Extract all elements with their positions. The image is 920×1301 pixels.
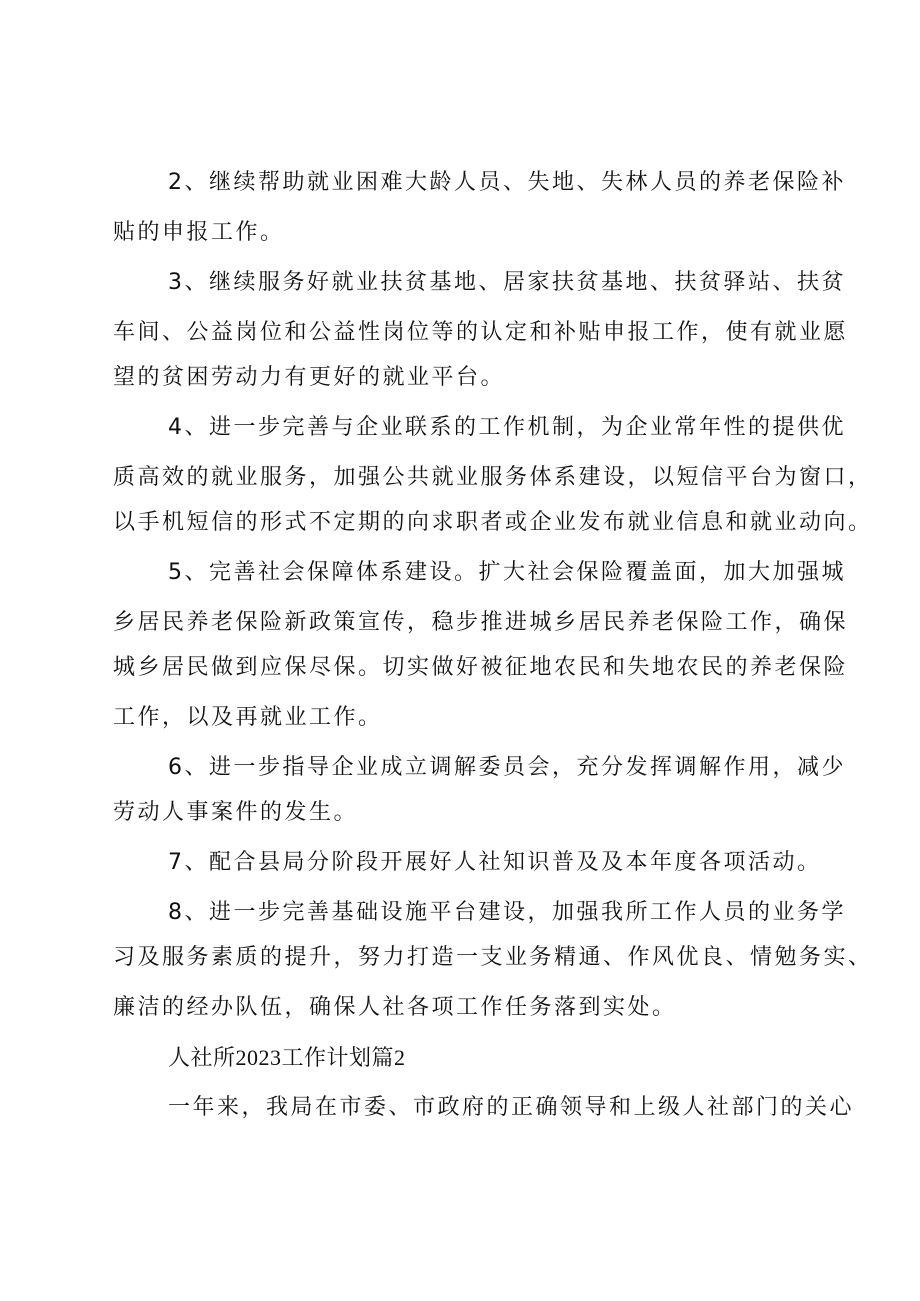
paragraph-3-line-2: 车间、公益岗位和公益性岗位等的认定和补贴申报工作，使有就业愿 (113, 320, 849, 345)
paragraph-3-line-3: 望的贫困劳动力有更好的就业平台。 (113, 365, 506, 390)
paragraph-8-line-1: 8、进一步完善基础设施平台建设，加强我所工作人员的业务学 (168, 900, 846, 925)
paragraph-6-line-1: 6、进一步指导企业成立调解委员会，充分发挥调解作用，减少 (168, 755, 846, 780)
paragraph-3-line-1: 3、继续服务好就业扶贫基地、居家扶贫基地、扶贫驿站、扶贫 (168, 270, 846, 295)
paragraph-5-line-2: 乡居民养老保险新政策宣传，稳步推进城乡居民养老保险工作，确保 (113, 610, 849, 635)
section-paragraph-line-1: 一年来，我局在市委、市政府的正确领导和上级人社部门的关心 (168, 1095, 855, 1120)
paragraph-8-line-3: 廉洁的经办队伍，确保人社各项工作任务落到实处。 (113, 995, 677, 1020)
paragraph-5-line-4: 工作，以及再就业工作。 (113, 705, 383, 730)
paragraph-6-line-2: 劳动人事案件的发生。 (113, 800, 359, 825)
paragraph-4-line-1: 4、进一步完善与企业联系的工作机制，为企业常年性的提供优 (168, 415, 846, 440)
paragraph-7-line-1: 7、配合县局分阶段开展好人社知识普及及本年度各项活动。 (168, 850, 822, 875)
paragraph-5-line-3: 城乡居民做到应保尽保。切实做好被征地农民和失地农民的养老保险 (113, 655, 849, 680)
paragraph-8-line-2: 习及服务素质的提升，努力打造一支业务精通、作风优良、情勉务实、 (113, 945, 873, 970)
paragraph-4-line-2: 质高效的就业服务，加强公共就业服务体系建设，以短信平台为窗口， (113, 465, 873, 490)
section-heading: 人社所2023工作计划篇2 (168, 1045, 406, 1070)
paragraph-5-line-1: 5、完善社会保障体系建设。扩大社会保险覆盖面，加大加强城 (168, 560, 846, 585)
paragraph-2-line-1: 2、继续帮助就业困难大龄人员、失地、失林人员的养老保险补 (168, 170, 846, 195)
paragraph-2-line-2: 贴的申报工作。 (113, 220, 285, 245)
paragraph-4-line-3: 以手机短信的形式不定期的向求职者或企业发布就业信息和就业动向。 (113, 510, 873, 535)
